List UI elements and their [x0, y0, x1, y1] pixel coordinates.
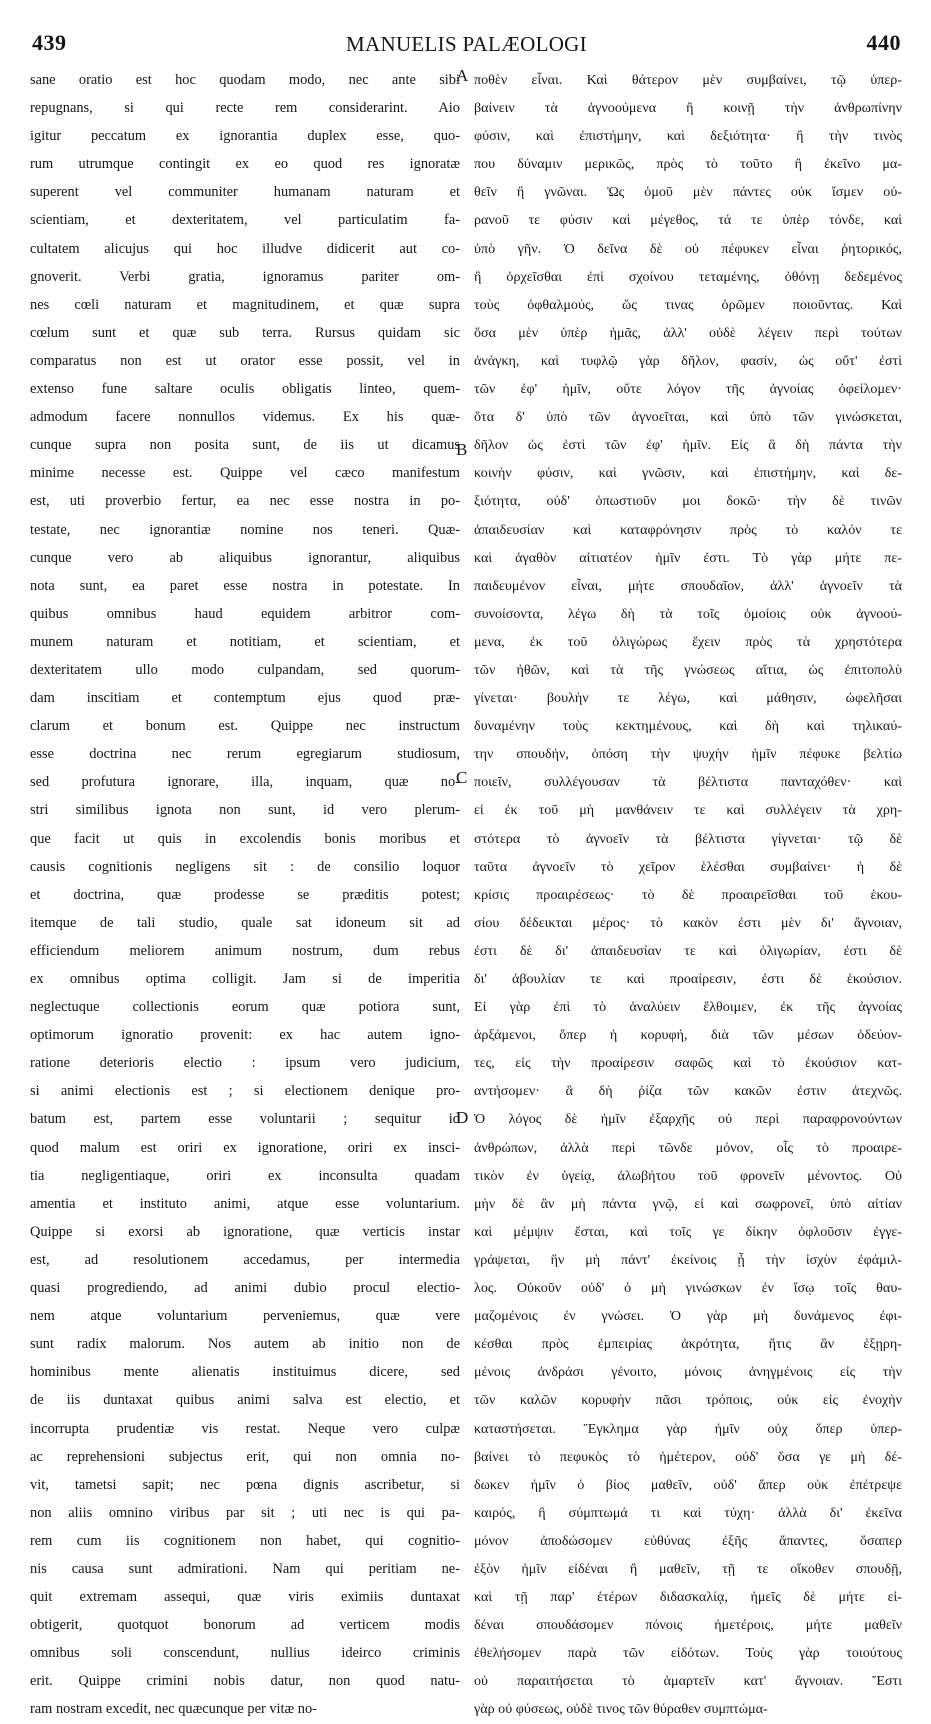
latin-text-line: rum utrumque contingit ex eo quod res ignoratæ — [30, 156, 460, 173]
greek-text-line: γίνεται· βουλὴν τε λέγω, καὶ μάθησιν, ὠφελῆσαι — [474, 690, 902, 707]
greek-text-line: αντήσομεν· ἃ δὴ ῥίζα τῶν κακῶν ἐστιν ἀτεχνῶς. — [474, 1083, 902, 1100]
latin-text-line: sed profutura ignorare, illa, inquam, quæ no- — [30, 774, 460, 791]
latin-text-line: Quippe si exorsi ab ignoratione, quæ verticis instar — [30, 1223, 460, 1240]
latin-text-line: superent vel communiter humanam naturam et — [30, 184, 460, 201]
greek-text-line: καταστήσεται. Ἔγκλημα γὰρ ἡμῖν οὐχ ὅπερ ὑπερ- — [474, 1420, 902, 1437]
greek-text-line: γὰρ οὐ φύσεως, οὐδὲ τινος τῶν θύραθεν συμπτώμα- — [474, 1701, 768, 1718]
latin-text-line: quit extremam assequi, quæ viris eximiis duntaxat — [30, 1589, 460, 1606]
latin-text-line: non aliis omnino viribus par sit ; uti nec is qui pa- — [30, 1504, 460, 1521]
latin-text-line: clarum et bonum est. Quippe nec instructum — [30, 718, 460, 735]
greek-text-line: ἀνάγκη, καὶ τυφλῷ γὰρ δῆλον, φασίν, ὡς οὔτ' ἐστὶ — [474, 352, 902, 369]
greek-text-line: καὶ τῇ παρ' ἑτέρων διδασκαλίᾳ, ἡμεῖς δὲ μήτε εἰ- — [474, 1589, 902, 1606]
greek-text-line: ὑπὸ γῆν. Ὁ δεῖνα δὲ οὐ πέφυκεν εἶναι ῥητορικός, — [474, 240, 902, 257]
greek-text-line: δυναμένην τοὺς κεκτημένους, καὶ δὴ καὶ τηλικαύ- — [474, 718, 902, 735]
greek-text-line: τοὺς ὀφθαλμούς, ὥς τινας ὁρῶμεν ποιοῦντας. Καὶ — [474, 296, 902, 313]
latin-text-line: esse doctrina nec rerum egregiarum studiosum, — [30, 746, 460, 763]
greek-text-line: καιρός, ἢ σύμπτωμά τι καὶ τύχη· ἀλλὰ δι' ἐκεῖνα — [474, 1504, 902, 1521]
section-marker-d: D — [456, 1108, 469, 1127]
greek-text-line: ἀρξάμενοι, ὅπερ ἡ κορυφή, διὰ τῶν μέσων ὁδεύον- — [474, 1027, 902, 1044]
latin-column — [30, 66, 460, 1724]
greek-text-line: ποθὲν εἶναι. Καὶ θάτερον μὲν συμβαίνει, τῷ ὑπερ- — [474, 72, 902, 88]
greek-text-line: λος. Οὐκοῦν οὐδ' ὁ μὴ γινώσκων ἐν ἴσῳ τοῖς θαυ- — [474, 1280, 902, 1297]
greek-text-line: Ὁ λόγος δὲ ἡμῖν ἐξαρχῆς οὐ περὶ παραφρονούντων — [474, 1111, 902, 1128]
greek-text-line: μόνον ἀποδώσομεν εὐθύνας ἐξῆς ἅπαντες, ὅσαπερ — [474, 1532, 902, 1549]
latin-text-line: ac reprehensioni subjectus erit, qui non omnia no- — [30, 1448, 460, 1465]
greek-text-line: στότερα τὸ ἀγνοεῖν τὰ βέλτιστα γίγνεται· τῷ δὲ — [474, 830, 902, 847]
greek-text-line: ὅσα μὲν ὑπὲρ ἡμᾶς, ἀλλ' οὐδὲ λέγειν περὶ τούτων — [474, 324, 902, 341]
greek-text-line: ἐθελήσομεν παρὰ τῶν εἰδότων. Τοὺς γὰρ τοιούτους — [474, 1645, 902, 1662]
latin-text-line: tia negligentiaque, oriri ex inconsulta quadam — [30, 1167, 460, 1184]
greek-text-line: που δύναμιν μερικῶς, πρὸς τὸ τοῦτο ἢ ἐκεῖνο μα- — [474, 156, 902, 173]
latin-text-line: rem cum iis cognitionem non habet, qui cognitio- — [30, 1532, 460, 1549]
latin-text-line: igitur peccatum ex ignorantia duplex esse, quo- — [30, 128, 460, 145]
latin-text-line: gnoverit. Verbi gratia, ignoramus pariter om- — [30, 268, 460, 285]
greek-text-line: ὅτα δ' ὑπὸ τῶν ἀγνοεῖται, καὶ ὑπὸ τῶν γινώσκεται, — [474, 409, 902, 426]
section-marker-c: C — [456, 768, 468, 787]
greek-text-line: δέναι σπουδάσομεν πόνοις ἡμετέροις, μήτε μαθεῖν — [474, 1617, 902, 1634]
greek-text-line: συνοίσοντα, λέγω δὴ τὰ τοῖς ὁμοίοις οὐκ ἀγνοού- — [474, 605, 902, 622]
latin-text-line: ex omnibus optima colligit. Jam si de imperitia — [30, 971, 460, 987]
latin-text-line: vit, tametsi sapit; nec pœna dignis ascribetur, si — [30, 1476, 460, 1493]
latin-text-line: itemque de tali studio, quale sat idoneum sit ad — [30, 914, 460, 931]
latin-text-line: munem naturam et notitiam, et scientiam, et — [30, 633, 460, 650]
greek-text-line: ποιεῖν, συλλέγουσαν τὰ βέλτιστα πανταχόθεν· καὶ — [474, 774, 902, 791]
greek-text-line: μένοις ἀνδράσι γένοιτο, μόνοις ἀνηγμένοις εἰς τὴν — [474, 1364, 902, 1381]
greek-text-line: ξιότητα, οὐδ' ὁπωστιοῦν μοι δοκῶ· τὴν δὲ τινῶν — [474, 493, 902, 510]
latin-text-line: optimorum ignoratio provenit: ex hac autem igno- — [30, 1027, 460, 1044]
latin-text-line: dexteritatem ullo modo culpandam, sed quorum- — [30, 661, 460, 678]
latin-text-line: minime necesse est. Quippe vel cæco manifestum — [30, 465, 460, 482]
greek-text-line: εἰ ἐκ τοῦ μὴ μανθάνειν τε καὶ συλλέγειν τὰ χρη- — [474, 802, 902, 819]
greek-text-line: μὴν δὲ ἂν μὴ πάντα γνῷ, εἰ καὶ σωφρονεῖ, ὑπὸ αἰτίαν — [474, 1195, 902, 1212]
latin-text-line: ram nostram excedit, nec quæcunque per vitæ no- — [30, 1701, 317, 1718]
section-marker-b: B — [456, 440, 468, 459]
latin-text-line: nes cœli naturam et magnitudinem, et quæ supra — [30, 296, 460, 313]
greek-text-line: δι' ἀβουλίαν τε καὶ προαίρεσιν, ἐστι δὲ ἑκούσιον. — [474, 971, 902, 987]
page-number-right: 440 — [866, 30, 901, 55]
latin-text-line: cunque vero ab aliquibus ignorantur, aliquibus — [30, 549, 460, 566]
latin-text-line: sunt radix malorum. Nos autem ab initio non de — [30, 1336, 460, 1353]
latin-text-line: cœlum sunt et quæ sub terra. Rursus quidam sic — [30, 324, 460, 341]
latin-text-line: que facit ut quis in excolendis bonis moribus et — [30, 830, 460, 847]
running-title: MANUELIS PALÆOLOGI — [346, 32, 587, 56]
greek-text-line: βαίνει τὸ πεφυκὸς τὸ ἡμέτερον, οὐδ' ὅσα γε μὴ δέ- — [474, 1448, 902, 1465]
latin-text-line: quod malum est oriri ex ignoratione, oriri ex insci- — [30, 1139, 460, 1156]
latin-text-line: omnibus soli conscendunt, nullius ideirco criminis — [30, 1645, 460, 1662]
greek-text-line: καὶ μέμψιν ἔσται, καὶ τοῖς γε δίκην ὀφλοῦσιν ἐγγε- — [474, 1223, 902, 1240]
latin-text-line: nem atque voluntarium perveniemus, quæ vere — [30, 1308, 460, 1325]
greek-text-line: την σπουδήν, ὁπόση τὴν ψυχὴν ἡμῖν πέφυκε βελτίω — [474, 746, 902, 763]
greek-text-line: παιδευμένον εἶναι, μήτε σπουδαῖον, ἀλλ' ἀγνοεῖν τὰ — [474, 577, 902, 594]
greek-text-line: ἐστι δὲ δι' ἀπαιδευσίαν τε καὶ ὀλιγωρίαν, ἐστι δὲ — [474, 942, 902, 959]
section-marker-a: A — [456, 66, 469, 85]
latin-text-line: nis causa sunt admirationi. Nam qui peritiam ne- — [30, 1560, 460, 1577]
greek-text-line: τικὸν ἐν ὑγείᾳ, ἀλωβήτου τοῦ φρονεῖν μένοντος. Οὐ — [474, 1167, 902, 1184]
latin-text-line: extenso fune saltare oculis obligatis linteo, quem- — [30, 381, 460, 398]
latin-text-line: sane oratio est hoc quodam modo, nec ante sibi — [30, 72, 460, 88]
greek-text-line: καὶ ἀγαθὸν αἰτιατέον ἡμῖν ἐστι. Τὸ γὰρ μήτε πε- — [474, 549, 902, 566]
latin-text-line: quasi progrediendo, ad animi dubio procul electio- — [30, 1280, 460, 1297]
greek-text-line: ταῦτα ἀγνοεῖν τὸ χεῖρον ἑλέσθαι συμβαίνει· ἡ δὲ — [474, 858, 902, 875]
latin-text-line: stri similibus ignota non sunt, id vero plerum- — [30, 802, 460, 819]
greek-text-line: μενα, ἐκ τοῦ ὀλιγώρως ἔχειν πρὸς τὰ χρηστότερα — [474, 633, 902, 650]
latin-text-line: efficiendum meliorem animum nostrum, dum rebus — [30, 942, 460, 959]
latin-text-line: amentia et instituto animi, atque esse voluntarium. — [30, 1195, 460, 1212]
greek-text-line: ἢ ὀρχεῖσθαι ἐπὶ σχοίνου τεταμένης, ὀθόνῃ δεδεμένος — [474, 268, 902, 285]
latin-text-line: si animi electionis est ; si electionem denique pro- — [30, 1083, 460, 1100]
latin-text-line: cultatem alicujus qui hoc illudve didicerit aut co- — [30, 240, 460, 257]
latin-text-line: nota sunt, ea paret esse nostra in potestate. In — [30, 577, 460, 594]
greek-column — [474, 66, 902, 1724]
latin-text-line: repugnans, si qui recte rem considerarint. Aio — [30, 100, 460, 117]
greek-text-line: γράψεται, ἣν μὴ πάντ' ἐκείνοις ᾖ τὴν ἰσχὺν ἐφάμιλ- — [474, 1251, 902, 1268]
greek-text-line: ἀνθρώπων, ἀλλὰ περὶ τῶνδε μόνον, οἷς τὸ προαιρε- — [474, 1139, 902, 1156]
greek-text-line: δωκεν ἡμῖν ὁ βίος μαθεῖν, οὐδ' ἅπερ οὐκ ἐπέτρεψε — [474, 1476, 902, 1493]
greek-text-line: οὐ παραιτήσεται τὸ ἁμαρτεῖν κατ' ἄγνοιαν. Ἔστι — [474, 1673, 902, 1690]
greek-text-line: σίου δέδεικται μέρος· τὸ κακὸν ἐστι μὲν δι' ἄγνοιαν, — [474, 914, 902, 931]
latin-text-line: quibus omnibus haud equidem arbitror com- — [30, 605, 460, 622]
latin-text-line: et doctrina, quæ prodesse se præditis potest; — [30, 886, 460, 903]
page-number-left: 439 — [32, 30, 67, 55]
latin-text-line: erit. Quippe crimini nobis datur, non quod natu- — [30, 1673, 460, 1690]
greek-text-line: κέσθαι πρὸς ἐμπειρίας ἀκρότητα, ἥτις ἂν ἐξῃρη- — [474, 1336, 902, 1353]
latin-text-line: testate, nec ignorantiæ nomine nos teneri. Quæ- — [30, 521, 460, 538]
greek-text-line: τῶν ἐφ' ἡμῖν, οὔτε λόγον τῆς ἀγνοίας ὀφείλομεν· — [474, 381, 902, 398]
greek-text-line: φύσιν, καὶ ἐπιστήμην, καὶ δεξιότητα· ἢ τὴν τινὸς — [474, 128, 902, 145]
latin-text-line: de iis duntaxat quibus animi salva est electio, et — [30, 1392, 460, 1409]
latin-text-line: hominibus mente alienatis instituimus dicere, sed — [30, 1364, 460, 1381]
latin-text-line: batum est, partem esse voluntarii ; sequitur id — [30, 1111, 460, 1128]
latin-text-line: est, ad resolutionem accedamus, per intermedia — [30, 1251, 460, 1268]
greek-text-line: ἀπαιδευσίαν καὶ καταφρόνησιν πρὸς τὸ καλόν τε — [474, 521, 902, 538]
greek-text-line: Εἰ γὰρ ἐπὶ τὸ ἀναλύειν ἔλθοιμεν, ἐκ τῆς ἀγνοίας — [474, 999, 902, 1016]
greek-text-line: τῶν καλῶν κορυφὴν πᾶσι τρόποις, οὐκ εἰς ἐνοχὴν — [474, 1392, 902, 1409]
latin-text-line: scientiam, et dexteritatem, vel particulatim fa- — [30, 212, 460, 229]
greek-text-line: θεῖν ἢ γνῶναι. Ὡς ὁμοῦ μὲν πάντες οὐκ ἴσμεν οὐ- — [474, 184, 902, 201]
latin-text-line: obtigerit, quotquot bonorum ad verticem modis — [30, 1617, 460, 1634]
greek-text-line: βαίνειν τὰ ἀγνοούμενα ἢ κοινῇ τὴν ἀνθρωπίνην — [474, 100, 902, 117]
latin-text-line: causis cognitionis negligens sit : de consilio loquor — [30, 858, 460, 875]
running-header — [32, 30, 901, 64]
latin-text-line: dam inscitiam et contemptum ejus quod præ- — [30, 690, 460, 707]
latin-text-line: comparatus non est ut orator esse possit, vel in — [30, 352, 460, 369]
latin-text-line: admodum facere nonnullos videmus. Ex his quæ- — [30, 409, 460, 426]
greek-text-line: τες, εἰς τὴν προαίρεσιν σαφῶς καὶ τὸ ἑκούσιον κατ- — [474, 1055, 902, 1072]
greek-text-line: κρίσις προαιρέσεως· τὸ δὲ προαιρεῖσθαι τοῦ ἑκου- — [474, 886, 902, 903]
greek-text-line: μαζομένοις ἐν γνώσει. Ὁ γὰρ μὴ δυνάμενος ἐφι- — [474, 1308, 902, 1325]
greek-text-line: ρανοῦ τε φύσιν καὶ μέγεθος, τά τε ὑπὲρ τόνδε, καὶ — [474, 212, 902, 229]
latin-text-line: incorrupta prudentiæ vis restat. Neque vero culpæ — [30, 1420, 460, 1437]
latin-text-line: neglectuque collectionis eorum quæ potiora sunt, — [30, 999, 460, 1016]
latin-text-line: ratione deterioris electio : ipsum vero judicium, — [30, 1055, 460, 1072]
latin-text-line: cunque supra non posita sunt, de iis ut dicamus — [30, 437, 460, 454]
latin-text-line: est, uti proverbio fertur, ea nec esse nostra in po- — [30, 493, 460, 510]
greek-text-line: ἐξὸν ἡμῖν εἰδέναι ἢ μαθεῖν, τῇ τε οἴκοθεν σπουδῇ, — [474, 1560, 902, 1577]
greek-text-line: κοινὴν φύσιν, καὶ γνῶσιν, καὶ ἐπιστήμην, καὶ δε- — [474, 465, 902, 482]
greek-text-line: τῶν ἠθῶν, καὶ τὰ τῆς γνώσεως αἴτια, ὡς ἐπιτοπολὺ — [474, 661, 902, 678]
greek-text-line: δῆλον ὡς ἐστὶ τῶν ἐφ' ἡμῖν. Εἰς ἃ δὴ πάντα τὴν — [474, 437, 902, 454]
